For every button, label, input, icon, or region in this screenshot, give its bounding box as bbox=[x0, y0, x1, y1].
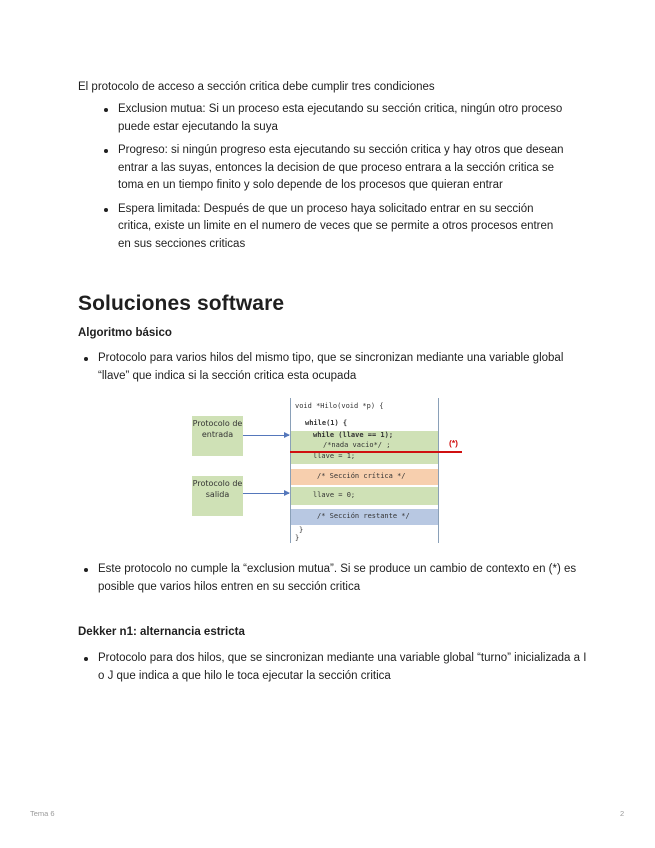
basic-bullet-2: Este protocolo no cumple la “exclusion mutua”. Si se produce un cambio de contexto en (*) es posible que varios hilos entren en su sección critica bbox=[98, 561, 588, 596]
code-line-1: void *Hilo(void *p) { bbox=[295, 402, 384, 410]
context-switch-marker: (*) bbox=[449, 438, 458, 448]
entry-arrow bbox=[243, 435, 289, 436]
protocol-figure bbox=[186, 398, 470, 543]
code-line-8: /* Sección restante */ bbox=[317, 512, 410, 520]
code-line-9: } bbox=[299, 526, 304, 534]
intro-paragraph: El protocolo de acceso a sección critica debe cumplir tres condiciones bbox=[78, 81, 435, 93]
code-line-7: llave = 0; bbox=[313, 491, 356, 499]
exit-code-block bbox=[291, 487, 438, 505]
dekker-heading: Dekker n1: alternancia estricta bbox=[78, 626, 245, 638]
exit-arrow bbox=[243, 493, 289, 494]
basic-list-2 bbox=[98, 561, 588, 596]
condition-bounded-wait: Espera limitada: Después de que un proceso haya solicitado entrar en su sección critica, existe un limite en el numero de veces que se permite a otros procesos entren en sus secciones criticas bbox=[118, 201, 568, 254]
basic-list-1 bbox=[98, 350, 588, 385]
section-title: Soluciones software bbox=[78, 292, 285, 315]
entry-code-block bbox=[291, 431, 438, 464]
condition-progress: Progreso: si ningún progreso esta ejecutando su sección critica y hay otros que desean entrar a las suyas, entonces la decision de que proceso entrara a la sección critica se toma en un tiempo finito y solo depende de los procesos que quieran entrar bbox=[118, 142, 568, 195]
condition-mutual-exclusion: Exclusion mutua: Si un proceso esta ejecutando su sección critica, ningún otro proceso puede estar ejecutando la suya bbox=[118, 101, 568, 136]
footer-chapter: Tema 6 bbox=[30, 809, 55, 818]
critical-section-block bbox=[291, 469, 438, 485]
conditions-list bbox=[118, 101, 568, 259]
code-line-2: while(1) { bbox=[305, 419, 348, 427]
code-line-3: while (llave == 1); bbox=[313, 431, 394, 439]
code-listing bbox=[290, 398, 439, 543]
basic-bullet-1: Protocolo para varios hilos del mismo tipo, que se sincronizan mediante una variable global “llave” que indica si la sección critica esta ocupada bbox=[98, 350, 588, 385]
dekker-bullet-1: Protocolo para dos hilos, que se sincronizan mediante una variable global “turno” inicializada a I o J que indica a que hilo le toca ejecutar la sección critica bbox=[98, 650, 588, 685]
code-line-4: /*nada vacio*/ ; bbox=[323, 441, 391, 449]
remainder-section-block bbox=[291, 509, 438, 525]
exit-protocol-label: Protocolo de salida bbox=[192, 476, 243, 516]
dekker-list bbox=[98, 650, 588, 685]
code-line-5: llave = 1; bbox=[313, 452, 356, 460]
entry-protocol-label: Protocolo de entrada bbox=[192, 416, 243, 456]
footer-page-number: 2 bbox=[620, 809, 625, 818]
code-line-6: /* Sección crítica */ bbox=[317, 472, 406, 480]
context-switch-line bbox=[290, 451, 462, 453]
basic-algorithm-heading: Algoritmo básico bbox=[78, 327, 172, 339]
code-line-10: } bbox=[295, 534, 300, 542]
